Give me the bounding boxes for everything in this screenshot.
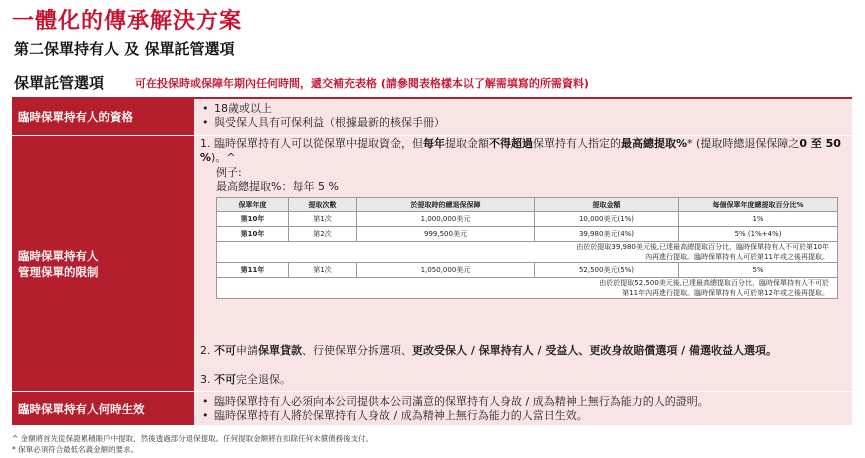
example-text: 最高總提取%：每年 5 % xyxy=(216,180,339,193)
text-span: 提取金額 xyxy=(445,137,489,150)
table-header-row xyxy=(217,198,838,212)
table-note xyxy=(217,278,838,299)
text-span: 申請 xyxy=(236,344,258,357)
table-cell: 999,500美元 xyxy=(357,227,535,242)
emphasis-text: 0 至 50 % xyxy=(200,137,841,164)
table-header: 每個保單年度總提取百分比% xyxy=(679,198,838,212)
restriction-item-3 xyxy=(200,373,291,387)
page-subtitle: 第二保單持有人 及 保單託管選項 xyxy=(14,40,235,58)
effective-content xyxy=(200,392,852,425)
withdrawal-example-table xyxy=(216,197,838,299)
eligibility-content xyxy=(200,99,852,135)
effective-row xyxy=(12,392,852,425)
policy-custody-table xyxy=(12,97,852,423)
emphasis-text: 最高總提取% xyxy=(621,137,688,150)
restriction-item-2 xyxy=(200,344,777,358)
table-header: 提取金額 xyxy=(535,198,679,212)
footnote: ^ 金額將首先從保證累積賬戶中提取，然後透過部分退保提取。任何提取金額將在扣除任何未償債務後支付。 xyxy=(12,434,374,443)
table-note-row xyxy=(217,242,838,263)
restrictions-row xyxy=(12,136,852,391)
table-cell: 10,000美元(1%) xyxy=(535,212,679,227)
table-cell: 1,000,000美元 xyxy=(357,212,535,227)
text-span: 、行使保單分拆選項、 xyxy=(302,344,412,357)
page-title: 一體化的傳承解決方案 xyxy=(12,9,243,34)
eligibility-row xyxy=(12,99,852,135)
effective-item: • 臨時保單持有人將於保單持有人身故 / 成為精神上無行為能力的人當日生效。 xyxy=(200,409,852,423)
table-header: 提取次數 xyxy=(289,198,357,212)
table-row xyxy=(217,263,838,278)
footnote: * 保單必須符合最低名義金額的要求。 xyxy=(12,445,139,454)
item-number: 1. xyxy=(200,137,211,150)
table-cell: 52,500美元(5%) xyxy=(535,263,679,278)
effective-label: 臨時保單持有人何時生效 xyxy=(12,392,194,425)
example-label: 例子: xyxy=(216,166,242,179)
table-cell: 5% (1%+4%) xyxy=(679,227,838,242)
emphasis-text: 更改受保人 / 保單持有人 / 受益人、更改身故賠償選項 / 備選收益人選項。 xyxy=(412,344,778,357)
table-cell: 1% xyxy=(679,212,838,227)
emphasis-text: 不可 xyxy=(214,373,236,386)
table-cell: 第10年 xyxy=(217,212,289,227)
restrictions-content xyxy=(200,136,852,391)
table-cell: 39,980美元(4%) xyxy=(535,227,679,242)
emphasis-text: 不可 xyxy=(214,344,236,357)
emphasis-text: 保單貸款 xyxy=(258,344,302,357)
item-number: 3. xyxy=(200,373,211,386)
table-note-line: 由於於提取39,980美元後,已達最高總提取百分比，臨時保單持有人不可於第10年 xyxy=(576,243,829,251)
table-note-line: 內再進行提取。臨時保單持有人可於第11年或之後再提取。 xyxy=(645,253,829,261)
text-span: 保單持有人指定的 xyxy=(533,137,621,150)
restriction-item-1 xyxy=(200,137,848,165)
section-note: 可在投保時或保障年期內任何時間，遞交補充表格 (請參閱表格樣本以了解需填寫的所需資料) xyxy=(135,77,589,90)
table-cell: 第10年 xyxy=(217,227,289,242)
table-row xyxy=(217,227,838,242)
restrictions-label-line1: 臨時保單持有人 xyxy=(18,248,99,263)
section-title: 保單託管選項 xyxy=(14,74,105,92)
eligibility-label: 臨時保單持有人的資格 xyxy=(12,99,194,135)
table-cell: 第11年 xyxy=(217,263,289,278)
item-number: 2. xyxy=(200,344,211,357)
effective-item: • 臨時保單持有人必須向本公司提供本公司滿意的保單持有人身故 / 成為精神上無行為能力的人的證明。 xyxy=(200,395,852,409)
table-cell: 5% xyxy=(679,263,838,278)
emphasis-text: 不得超過 xyxy=(489,137,533,150)
table-row xyxy=(217,212,838,227)
table-cell: 第2次 xyxy=(289,227,357,242)
text-span: )。^ xyxy=(211,151,236,164)
table-note-line: 由於於提取52,500美元後,已達最高總提取百分比，臨時保單持有人不可於 xyxy=(599,279,829,287)
table-note-line: 第11年內再進行提取。臨時保單持有人可於第12年或之後再提取。 xyxy=(622,289,829,297)
text-span: 臨時保單持有人可以從保單中提取資金，但 xyxy=(214,137,423,150)
table-cell: 第1次 xyxy=(289,263,357,278)
table-header: 於提取時的總退保保障 xyxy=(357,198,535,212)
table-cell: 1,050,000美元 xyxy=(357,263,535,278)
text-span: * (提取時總退保保障之 xyxy=(687,137,800,150)
text-span: 完全退保。 xyxy=(236,373,291,386)
emphasis-text: 每年 xyxy=(423,137,445,150)
table-header: 保單年度 xyxy=(217,198,289,212)
table-note-row xyxy=(217,278,838,299)
table-note xyxy=(217,242,838,263)
restrictions-label-line2: 管理保單的限制 xyxy=(18,264,99,279)
eligibility-item: • 與受保人具有可保利益（根據最新的核保手冊） xyxy=(200,116,852,130)
restrictions-label xyxy=(12,136,194,391)
table-cell: 第1次 xyxy=(289,212,357,227)
eligibility-item: • 18歲或以上 xyxy=(200,102,852,116)
